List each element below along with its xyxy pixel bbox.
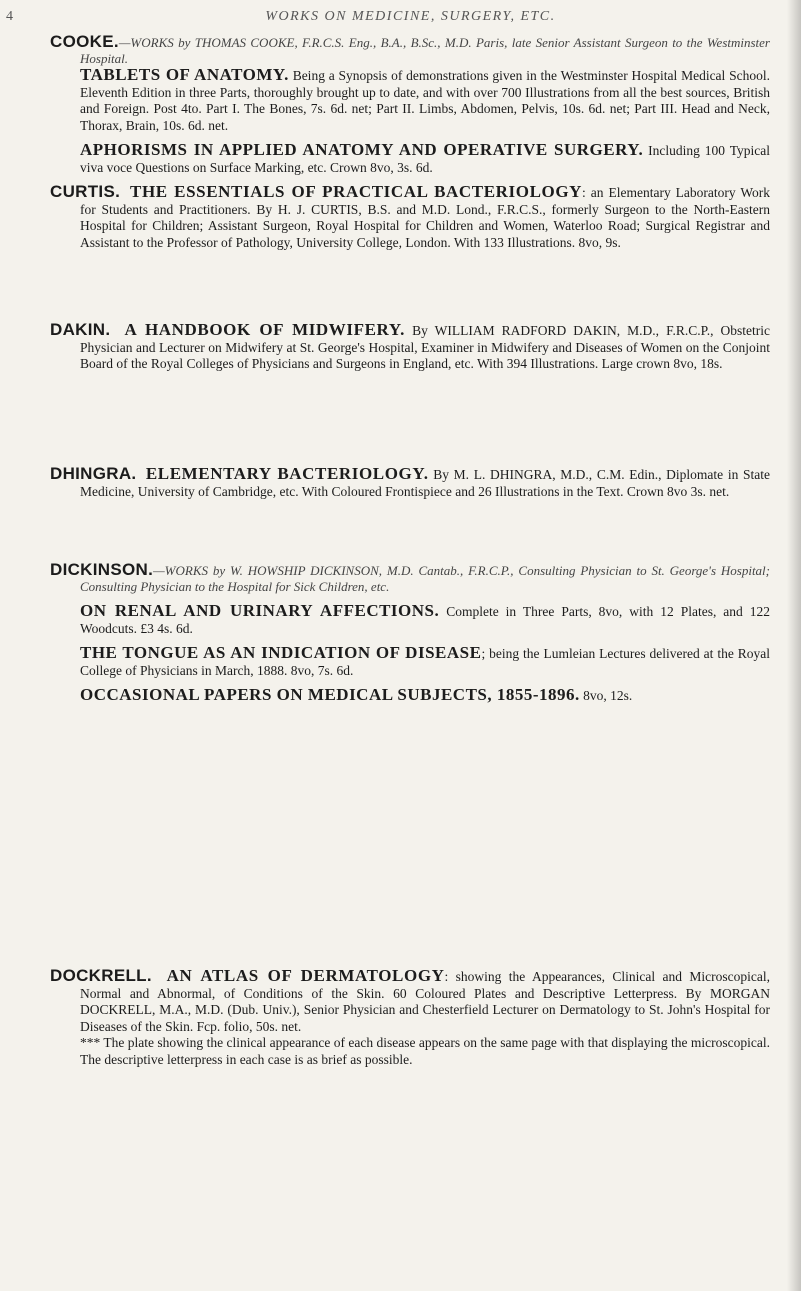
author-byline: —WORKS by THOMAS COOKE, F.R.C.S. Eng., B.A., B.Sc., M.D. Paris, late Senior Assistant Surgeon to the Westminster Hospital. [80, 35, 770, 66]
work-title: A HANDBOOK OF MIDWIFERY. [124, 320, 405, 339]
entry-heading [50, 34, 770, 67]
entry-dickinson [50, 562, 770, 705]
work-description: ; being the Lumleian Lectures delivered at the Royal College of Physicians in March, 1888. 8vo, 7s. 6d. [80, 646, 771, 678]
work-description: : an Elementary Laboratory Work for Students and Practitioners. By H. J. CURTIS, B.S. and M.D. Lond., F.R.C.S., formerly Surgeon to the North-Eastern Hospital for Children; Assistant Surgeon, Royal Hospital for Children and Women, Waterloo Road; Surgical Registrar and Assistant to the Professor of Pathology, University College, London. With 133 Illustrations. 8vo, 9s. [80, 185, 771, 250]
entry-heading [50, 184, 770, 251]
author-byline: —WORKS by W. HOWSHIP DICKINSON, M.D. Cantab., F.R.C.P., Consulting Physician to St. George's Hospital; Consulting Physician to the Hospital for Sick Children, etc. [80, 563, 770, 594]
work-item [50, 67, 770, 134]
page-edge-shadow [787, 0, 801, 1291]
work-title: AN ATLAS OF DERMATOLOGY [166, 966, 445, 985]
work-item [50, 687, 770, 705]
author-name: DAKIN. [50, 320, 111, 339]
page-number: 4 [6, 9, 15, 24]
entry-heading [50, 562, 770, 595]
entry-dakin [50, 322, 770, 373]
work-description: Including 100 Typical viva voce Questions on Surface Marking, etc. Crown 8vo, 3s. 6d. [80, 143, 770, 175]
entry-heading [50, 466, 770, 500]
entry-note: *** The plate showing the clinical appearance of each disease appears on the same page with that displaying the microscopical. The descriptive letterpress in each case is as brief as possible. [80, 1035, 770, 1067]
entry-heading [50, 968, 770, 1035]
author-name: CURTIS. [50, 182, 121, 201]
entry-dhingra [50, 466, 770, 500]
work-description: 8vo, 12s. [579, 688, 633, 703]
author-name: DOCKRELL. [50, 966, 152, 985]
work-description: By WILLIAM RADFORD DAKIN, M.D., F.R.C.P., Obstetric Physician and Lecturer on Midwifery at St. George's Hospital, Examiner in Midwifery and Diseases of Women on the Conjoint Board of the Royal Colleges of Physicians and Surgeons in England, etc. With 394 Illustrations. Large crown 8vo, 18s. [80, 323, 770, 371]
running-head-title: WORKS ON MEDICINE, SURGERY, ETC. [265, 9, 556, 24]
running-head [6, 4, 771, 30]
work-item [50, 645, 770, 679]
work-title: THE ESSENTIALS OF PRACTICAL BACTERIOLOGY [130, 182, 583, 201]
entry-heading [50, 322, 770, 373]
work-description: : showing the Appearances, Clinical and Microscopical, Normal and Abnormal, of Conditions of the Skin. 60 Coloured Plates and Descriptive Letterpress. By MORGAN DOCKRELL, M.A., M.D. (Dub. Univ.), Senior Physician and Chesterfield Lecturer on Dermatology to St. John's Hospital for Diseases of the Skin. Fcp. folio, 50s. net. [80, 969, 771, 1034]
entry-cooke [50, 34, 770, 176]
author-name: DICKINSON. [50, 560, 154, 579]
work-title: THE TONGUE AS AN INDICATION OF DISEASE [80, 643, 482, 662]
work-item [50, 603, 770, 637]
work-title: TABLETS OF ANATOMY. [80, 65, 289, 84]
author-name: DHINGRA. [50, 464, 137, 483]
work-title: OCCASIONAL PAPERS ON MEDICAL SUBJECTS, 1855-1896. [80, 685, 580, 704]
work-title: ON RENAL AND URINARY AFFECTIONS. [80, 601, 440, 620]
work-description: Complete in Three Parts, 8vo, with 12 Plates, and 122 Woodcuts. £3 4s. 6d. [80, 604, 770, 636]
work-description: By M. L. DHINGRA, M.D., C.M. Edin., Diplomate in State Medicine, University of Cambridge, etc. With Coloured Frontispiece and 26 Illustrations in the Text. Crown 8vo 3s. net. [80, 467, 770, 499]
work-title: ELEMENTARY BACTERIOLOGY. [145, 464, 429, 483]
work-item [50, 142, 770, 176]
work-description: Being a Synopsis of demonstrations given in the Westminster Hospital Medical School. Eleventh Edition in three Parts, thoroughly brought up to date, and with over 700 Illustrations from all the best sources, British and Foreign. Post 4to. Part I. The Bones, 7s. 6d. net; Part II. Limbs, Abdomen, Pelvis, 10s. 6d. net; Part III. Head and Neck, Thorax, Brain, 10s. 6d. net. [80, 68, 770, 133]
author-name: COOKE. [50, 32, 119, 51]
entry-curtis [50, 184, 770, 251]
entry-dockrell [50, 968, 770, 1068]
work-title: APHORISMS IN APPLIED ANATOMY AND OPERATIVE SURGERY. [80, 140, 644, 159]
